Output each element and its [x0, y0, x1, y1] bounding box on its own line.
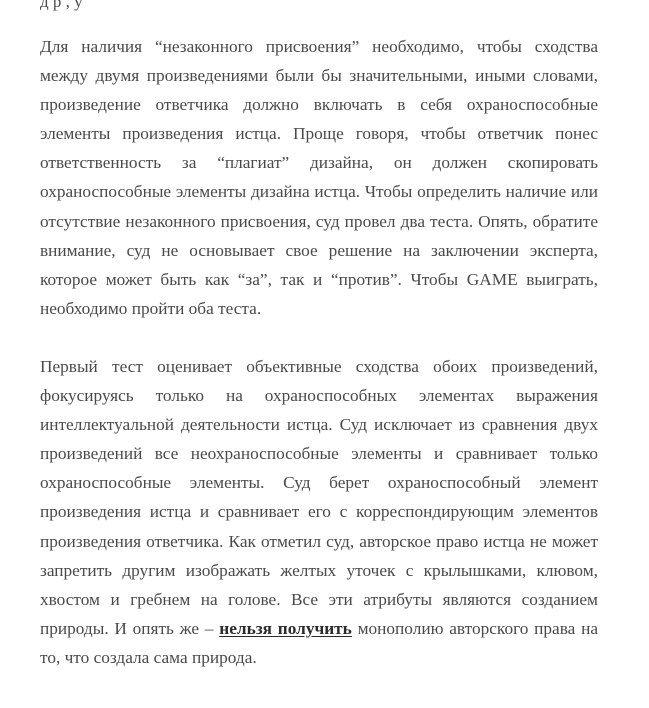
cut-off-previous-line: д р , у — [40, 0, 83, 11]
article-body — [40, 32, 598, 672]
paragraph-first-test — [40, 352, 598, 672]
paragraph-misappropriation: Для наличия “незаконного присвоения” необходимо, чтобы сходства между двумя произведениями были бы значительными, иными словами, произведение ответчика должно включать в себя охраноспособные элементы произведения истца. Проще говоря, чтобы ответчик понес ответственность за “плагиат” дизайна, он должен скопировать охраноспособные элементы дизайна истца. Чтобы определить наличие или отсутствие незаконного присвоения, суд провел два теста. Опять, обратите внимание, суд не основывает свое решение на заключении эксперта, которое может быть как “за”, так и “против”. Чтобы GAME выиграть, необходимо пройти оба теста. — [40, 37, 598, 318]
cannot-obtain-link[interactable]: нельзя получить — [219, 618, 352, 638]
paragraph-first-test-text: Первый тест оценивает объективные сходства обоих произведений, фокусируясь только на охраноспособных элементах выражения интеллектуальной деятельности истца. Суд исключает из сравнения двух произведений все неохраноспособные элементы и сравнивает только охраноспособные элементы. Суд берет охраноспособный элемент произведения истца и сравнивает его с корреспондирующим элементов произведения ответчика. Как отметил суд, авторское право истца не может запретить другим изображать желтых уточек с крылышками, клювом, хвостом и гребнем на голове. Все эти атрибуты являются созданием природы. И опять же – — [40, 356, 598, 638]
paragraph-first-test-tail: монополию авторского права на то, что создала сама природа. — [40, 618, 598, 667]
